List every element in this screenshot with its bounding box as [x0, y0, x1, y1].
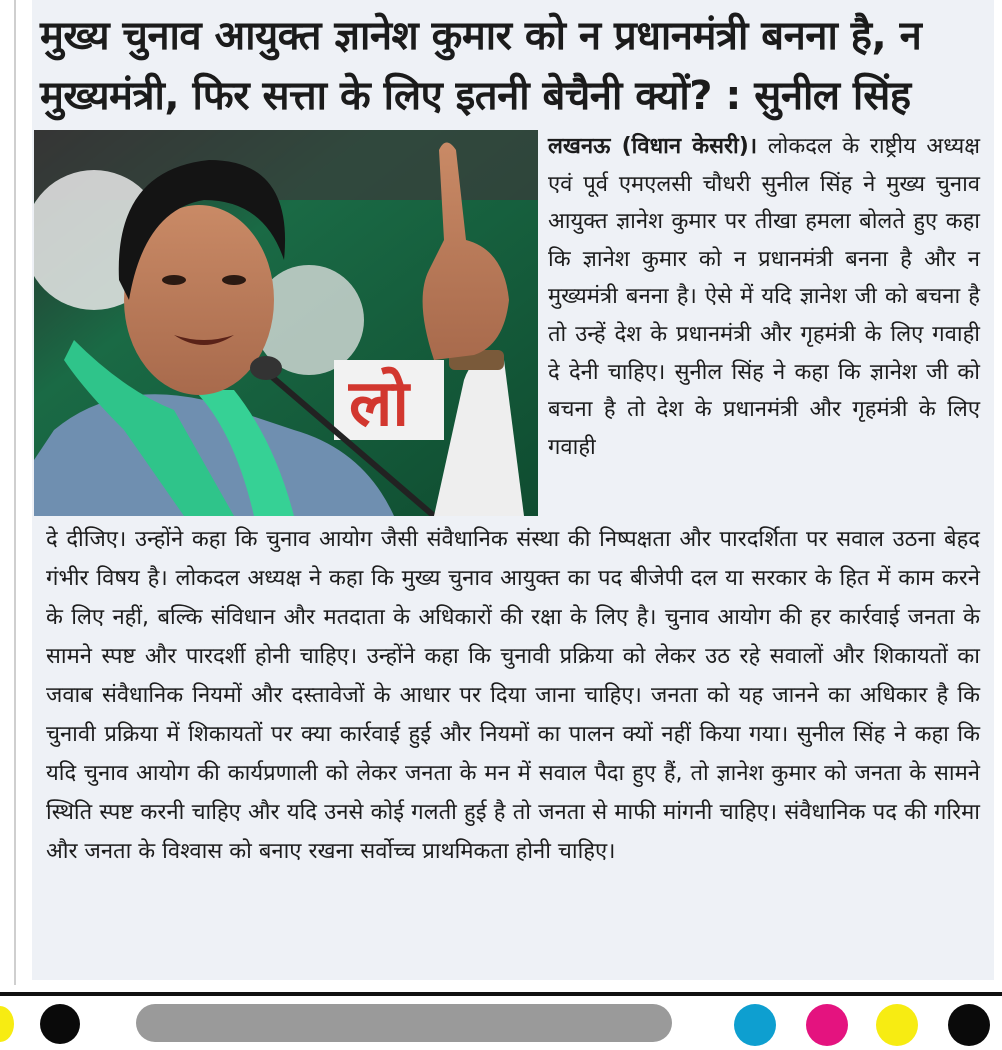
article-intro [548, 128, 980, 466]
article-intro-text: लोकदल के राष्ट्रीय अध्यक्ष एवं पूर्व एमएलसी चौधरी सुनील सिंह ने मुख्य चुनाव आयुक्त ज्ञानेश कुमार पर तीखा हमला बोलते हुए कहा कि ज्ञानेश कुमार को न प्रधानमंत्री बनना है और न मुख्यमंत्री बनना है। ऐसे में यदि ज्ञानेश जी को बचना है तो उन्हें देश के प्रधानमंत्री और गृहमंत्री के लिए गवाही दे देनी चाहिए। सुनील सिंह ने कहा कि ज्ञानेश जी को बचना है तो देश के प्रधानमंत्री और गृहमंत्री के लिए गवाही [548, 134, 981, 460]
registration-gray-bar [136, 1004, 672, 1042]
speaker-illustration [34, 130, 538, 516]
registration-black-right [948, 1004, 990, 1046]
registration-yellow-partial [0, 1006, 14, 1042]
article-headline: मुख्य चुनाव आयुक्त ज्ञानेश कुमार को न प्रधानमंत्री बनना है, न मुख्यमंत्री, फिर सत्ता के लिए इतनी बेचैनी क्यों? : सुनील सिंह [40, 13, 922, 119]
registration-yellow [876, 1004, 918, 1046]
photo-banner-text: लो [349, 367, 409, 441]
registration-magenta [806, 1004, 848, 1046]
article-body: दे दीजिए। उन्होंने कहा कि चुनाव आयोग जैसी संवैधानिक संस्था की निष्पक्षता और पारदर्शिता पर सवाल उठना बेहद गंभीर विषय है। लोकदल अध्यक्ष ने कहा कि मुख्य चुनाव आयुक्त का पद बीजेपी दल या सरकार के हित में काम करने के लिए नहीं, बल्कि संविधान और मतदाता के अधिकारों की रक्षा के लिए है। चुनाव आयोग की हर कार्रवाई जनता के सामने स्पष्ट और पारदर्शी होनी चाहिए। उन्होंने कहा कि चुनावी प्रक्रिया को लेकर उठ रहे सवालों और शिकायतों का जवाब संवैधानिक नियमों और दस्तावेजों के आधार पर दिया जाना चाहिए। जनता को यह जानने का अधिकार है कि चुनावी प्रक्रिया में शिकायतों पर क्या कार्रवाई हुई और नियमों का पालन क्यों नहीं किया गया। सुनील सिंह ने कहा कि यदि चुनाव आयोग की कार्यप्रणाली को लेकर जनता के मन में सवाल पैदा हुए हैं, तो ज्ञानेश कुमार को जनता के सामने स्थिति स्पष्ट करनी चाहिए और यदि उनसे कोई गलती हुई है तो जनता से माफी मांगनी चाहिए। संवैधानिक पद की गरिमा और जनता के विश्वास को बनाए रखना सर्वोच्च प्राथमिकता होनी चाहिए। [46, 527, 980, 864]
registration-cyan [734, 1004, 776, 1046]
article-dateline: लखनऊ (विधान केसरी)। [548, 134, 758, 159]
article-photo [34, 130, 538, 516]
page-margin-line [14, 0, 16, 985]
page-bottom-rule [0, 992, 1002, 996]
registration-black-left [40, 1004, 80, 1044]
